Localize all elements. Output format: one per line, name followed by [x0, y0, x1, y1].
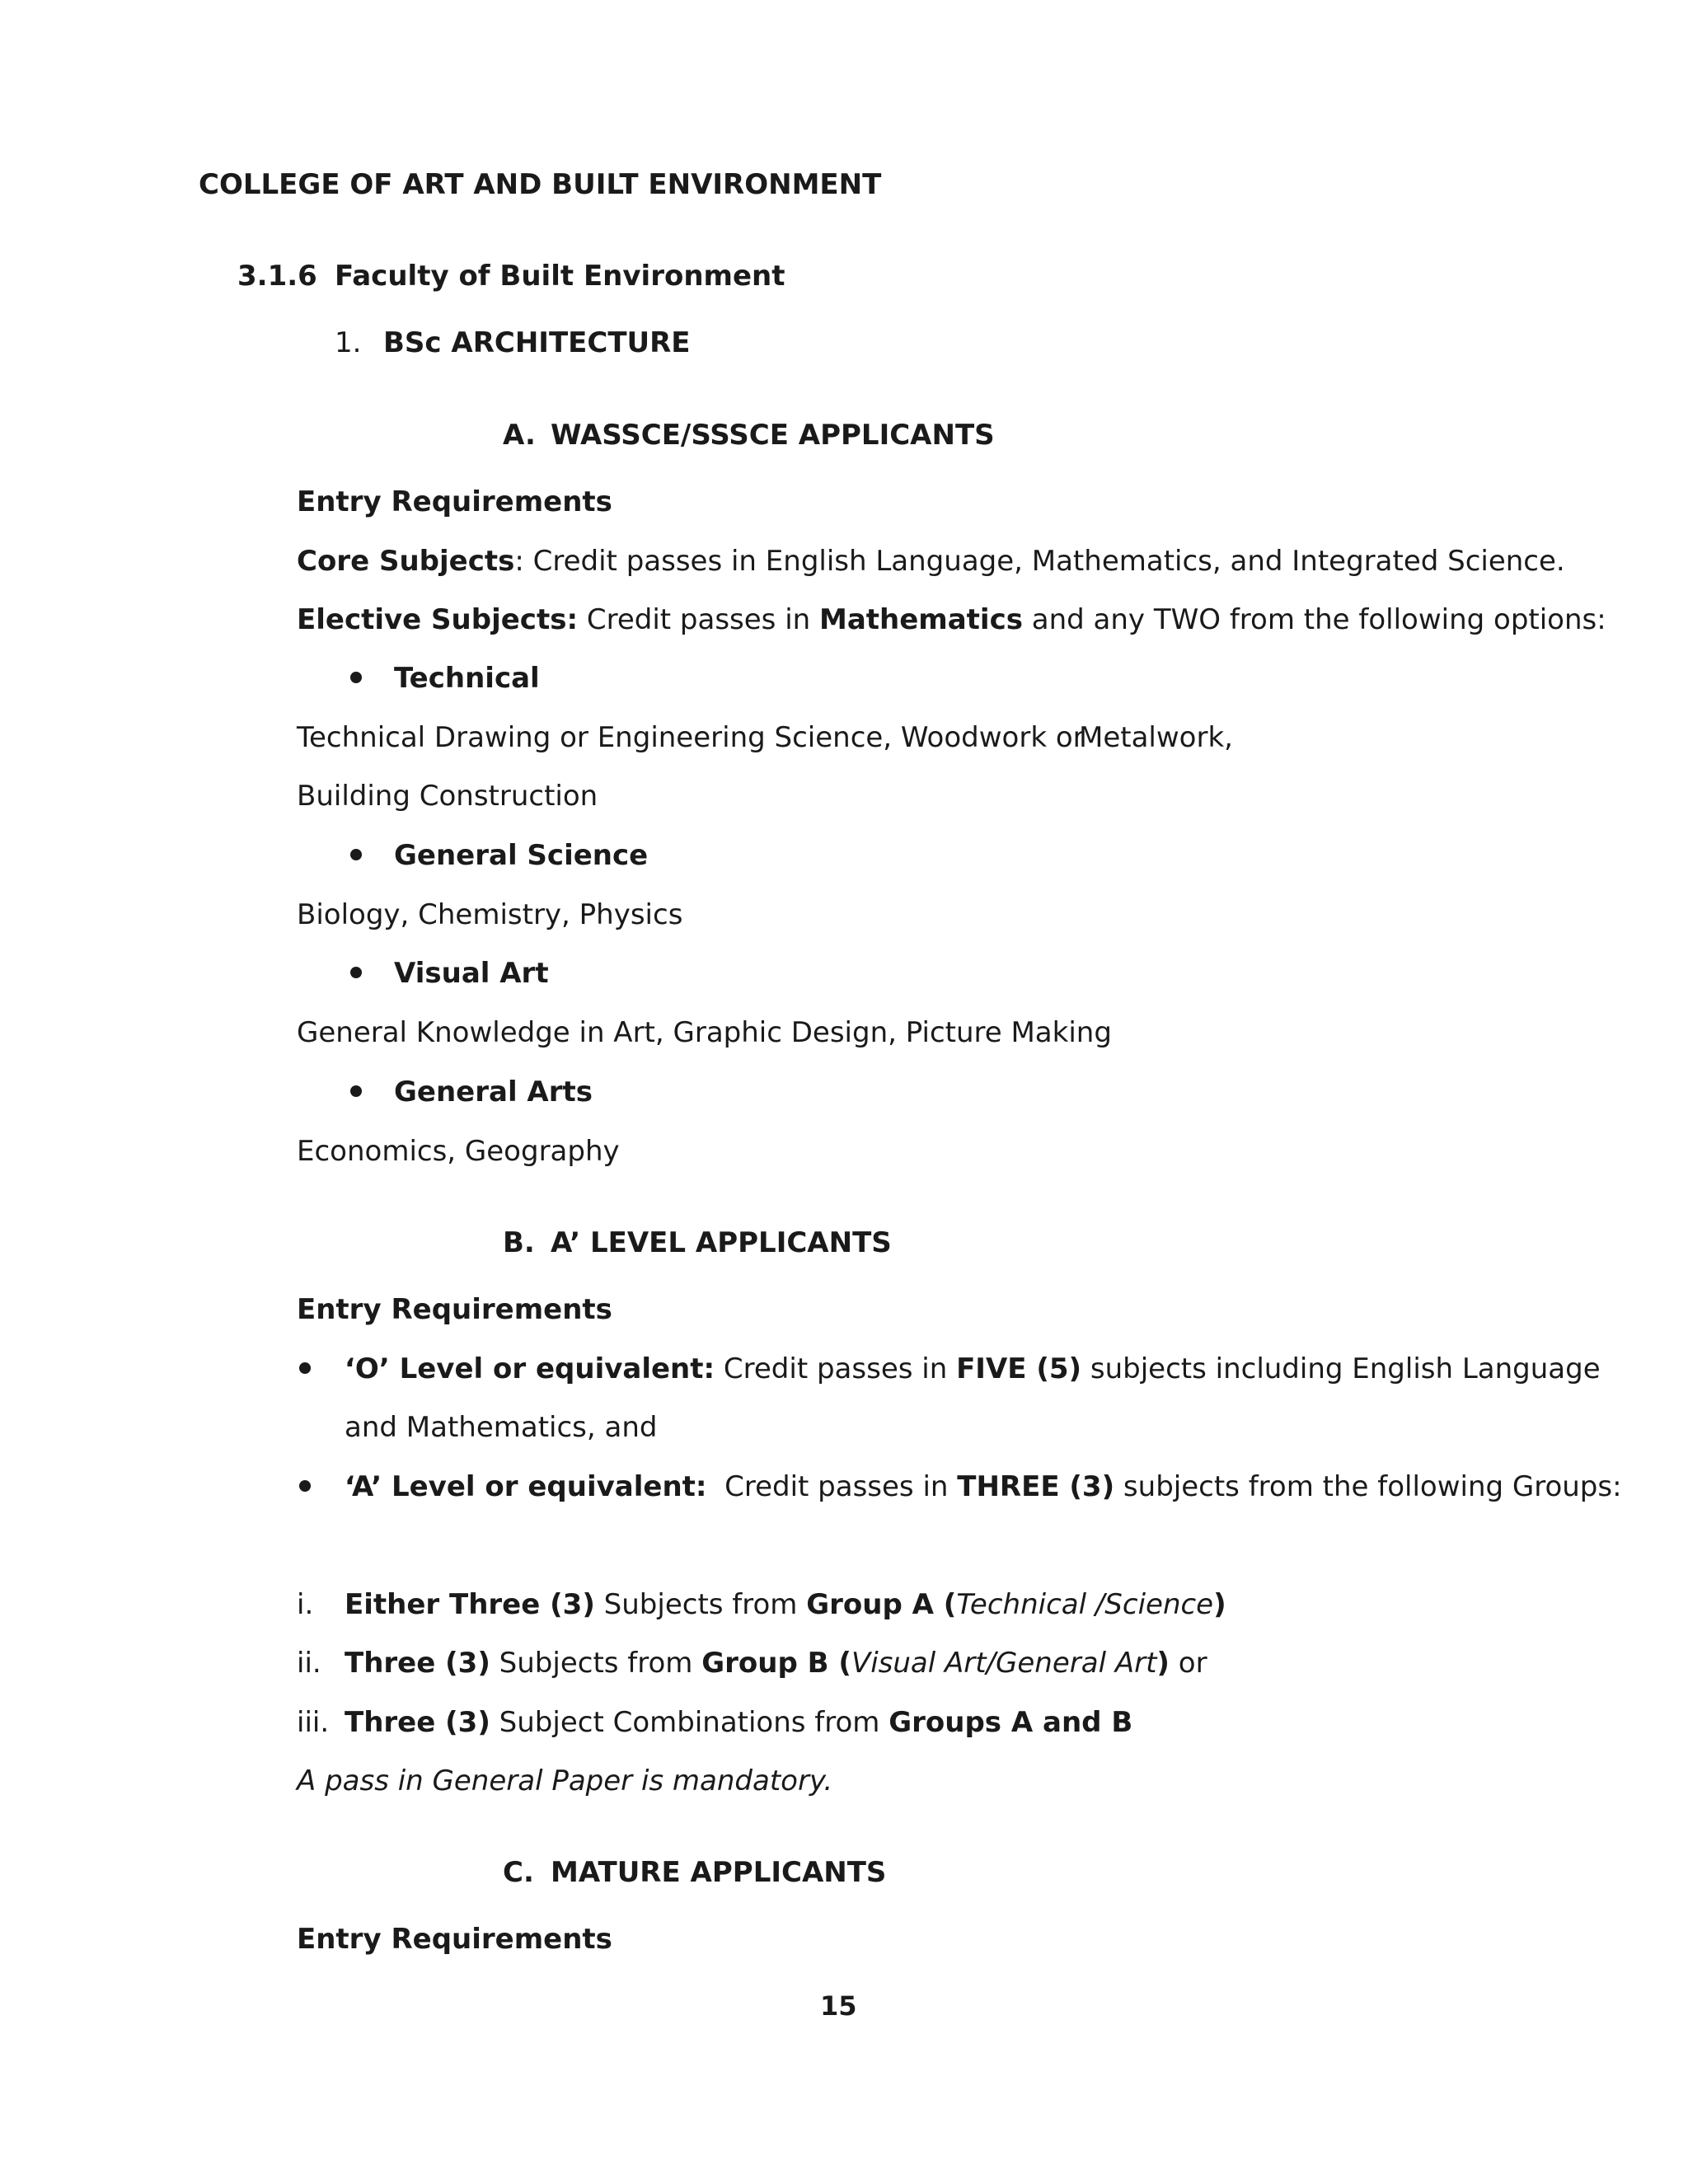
option-visual-art-title: Visual Art: [394, 957, 549, 990]
o-level-line-2: and Mathematics, and: [345, 1411, 658, 1444]
option-general-science-subjects: Biology, Chemistry, Physics: [297, 898, 683, 931]
group-item-iii: [345, 1706, 1133, 1739]
o-level-text-1: Credit passes in: [715, 1352, 957, 1385]
group-item-number: iii.: [297, 1706, 330, 1739]
group-detail: Technical /Science: [956, 1588, 1214, 1621]
bullet-icon: [299, 1480, 311, 1492]
elective-subjects-line: [297, 603, 1606, 636]
section-a-entry-heading: Entry Requirements: [297, 485, 612, 518]
core-subjects-label: Core Subjects: [297, 545, 515, 578]
section-c-letter: C.: [503, 1856, 534, 1889]
group-text: Subjects from: [594, 1588, 807, 1621]
option-technical-title: Technical: [394, 662, 540, 695]
option-technical-subjects-1a: Technical Drawing or Engineering Science, Woodwork or: [297, 721, 1085, 754]
o-level-five: FIVE (5): [956, 1352, 1082, 1385]
elective-text-2: and any TWO from the following options:: [1022, 603, 1606, 636]
section-c-entry-heading: Entry Requirements: [297, 1923, 612, 1956]
page-number: 15: [820, 1990, 857, 2022]
a-level-line: [345, 1470, 1622, 1503]
group-name: Groups A and B: [889, 1706, 1133, 1739]
elective-subjects-label: Elective Subjects:: [297, 603, 579, 636]
group-item-i: [345, 1588, 1226, 1621]
group-count: Three (3): [345, 1706, 490, 1739]
general-paper-note: A pass in General Paper is mandatory.: [297, 1765, 833, 1797]
programme-title: BSc ARCHITECTURE: [383, 326, 691, 359]
group-close: ): [1213, 1588, 1226, 1621]
group-name: Group B (: [701, 1647, 851, 1680]
option-technical-subjects-1b: Metalwork,: [1079, 721, 1233, 754]
group-detail: Visual Art/General Art: [851, 1647, 1157, 1680]
group-count: Three (3): [345, 1647, 490, 1680]
group-suffix: or: [1169, 1647, 1207, 1680]
group-close: ): [1156, 1647, 1170, 1680]
section-c-title: MATURE APPLICANTS: [551, 1856, 887, 1889]
college-title: COLLEGE OF ART AND BUILT ENVIRONMENT: [199, 168, 882, 201]
faculty-title: Faculty of Built Environment: [335, 260, 785, 293]
core-subjects-text: : Credit passes in English Language, Mathematics, and Integrated Science.: [514, 545, 1565, 578]
section-b-title: A’ LEVEL APPLICANTS: [551, 1226, 892, 1259]
section-b-letter: B.: [503, 1226, 535, 1259]
section-b-entry-heading: Entry Requirements: [297, 1293, 612, 1326]
elective-mathematics: Mathematics: [819, 603, 1023, 636]
o-level-label: ‘O’ Level or equivalent:: [345, 1352, 715, 1385]
group-text: Subjects from: [490, 1647, 702, 1680]
programme-number: 1.: [335, 326, 362, 359]
faculty-number: 3.1.6: [237, 260, 317, 293]
option-general-arts-title: General Arts: [394, 1076, 593, 1108]
section-a-title: WASSCE/SSSCE APPLICANTS: [551, 419, 995, 452]
bullet-icon: [350, 849, 362, 860]
group-item-ii: [345, 1647, 1207, 1680]
bullet-icon: [299, 1362, 311, 1374]
a-level-label: ‘A’ Level or equivalent:: [345, 1470, 707, 1503]
a-level-three: THREE (3): [957, 1470, 1115, 1503]
o-level-line-1: [345, 1352, 1601, 1385]
group-item-number: i.: [297, 1588, 314, 1621]
bullet-icon: [350, 1085, 362, 1097]
core-subjects-line: [297, 545, 1565, 578]
bullet-icon: [350, 672, 362, 683]
option-technical-subjects-2: Building Construction: [297, 780, 598, 813]
bullet-icon: [350, 967, 362, 978]
option-visual-art-subjects: General Knowledge in Art, Graphic Design, Picture Making: [297, 1016, 1112, 1049]
group-name: Group A (: [806, 1588, 957, 1621]
option-general-arts-subjects: Economics, Geography: [297, 1135, 620, 1168]
option-general-science-title: General Science: [394, 839, 649, 872]
group-count: Either Three (3): [345, 1588, 595, 1621]
a-level-text-2: subjects from the following Groups:: [1114, 1470, 1622, 1503]
a-level-text-1: Credit passes in: [706, 1470, 958, 1503]
group-text: Subject Combinations from: [490, 1706, 889, 1739]
section-a-letter: A.: [503, 419, 536, 452]
o-level-text-2: subjects including English Language: [1081, 1352, 1601, 1385]
group-item-number: ii.: [297, 1647, 321, 1680]
elective-text-1: Credit passes in: [578, 603, 819, 636]
